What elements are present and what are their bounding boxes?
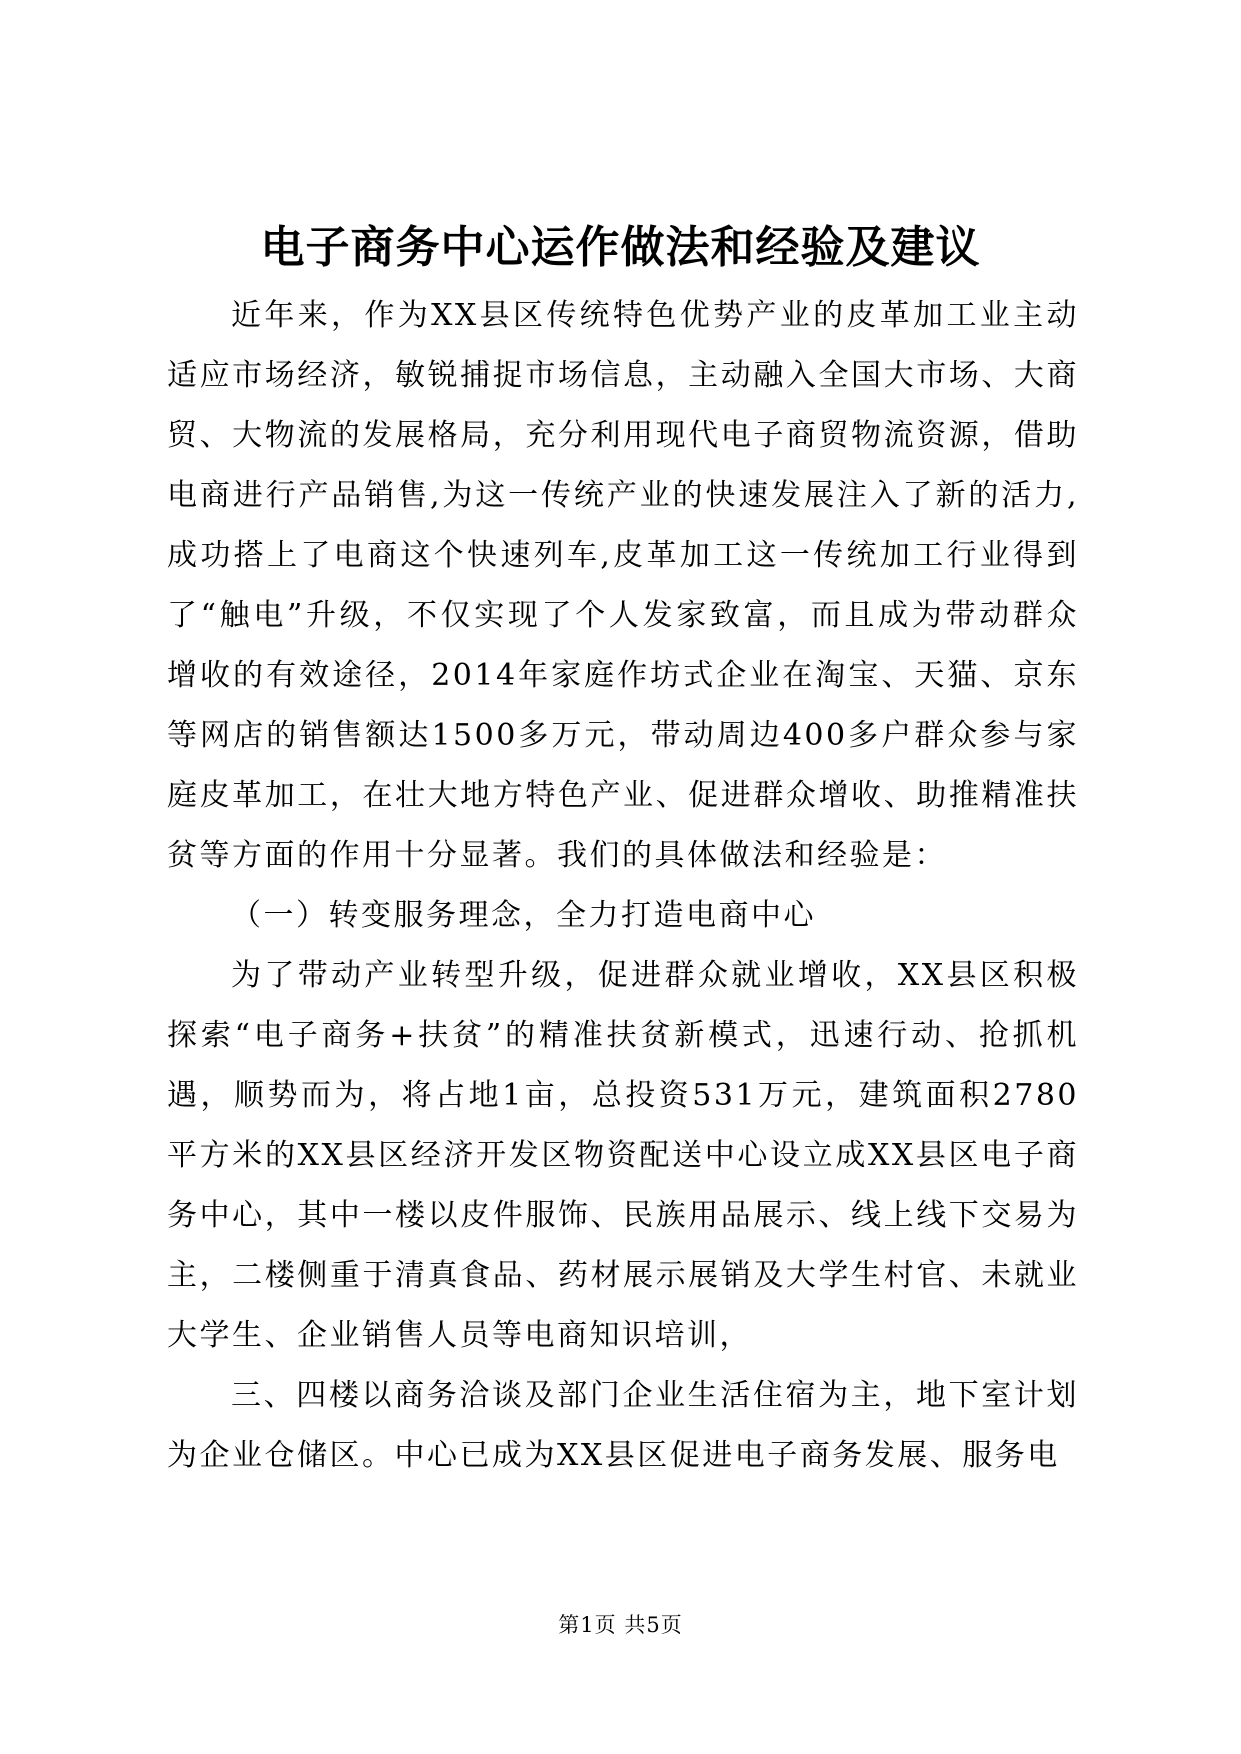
paragraph-continuation: 三、四楼以商务洽谈及部门企业生活住宿为主，地下室计划为企业仓储区。中心已成为XX县区促进电子商务发展、服务电 [167, 1378, 1079, 1473]
document-title: 电子商务中心运作做法和经验及建议 [260, 222, 981, 273]
paragraph-section-1: 为了带动产业转型升级，促进群众就业增收，XX县区积极探索“电子商务+扶贫”的精准扶贫新模式，迅速行动、抢抓机遇，顺势而为，将占地1亩，总投资531万元，建筑面积2780平方米的XX县区经济开发区物资配送中心设立成XX县区电子商务中心，其中一楼以皮件服饰、民族用品展示、线上线下交易为主，二楼侧重于清真食品、药材展示展销及大学生村官、未就业大学生、企业销售人员等电商知识培训， [167, 958, 1079, 1353]
document-body [167, 286, 1079, 1486]
paragraph-intro: 近年来，作为XX县区传统特色优势产业的皮革加工业主动适应市场经济，敏锐捕捉市场信息，主动融入全国大市场、大商贸、大物流的发展格局，充分利用现代电子商贸物流资源，借助电商进行产品销售,为这一传统产业的快速发展注入了新的活力,成功搭上了电商这个快速列车,皮革加工这一传统加工行业得到了“触电”升级，不仅实现了个人发家致富，而且成为带动群众增收的有效途径，2014年家庭作坊式企业在淘宝、天猫、京东等网店的销售额达1500多万元，带动周边400多户群众参与家庭皮革加工，在壮大地方特色产业、促进群众增收、助推精准扶贫等方面的作用十分显著。我们的具体做法和经验是： [167, 298, 1079, 873]
page-number: 第1页 共5页 [558, 1613, 683, 1637]
section-heading-1: （一）转变服务理念，全力打造电商中心 [231, 898, 816, 933]
